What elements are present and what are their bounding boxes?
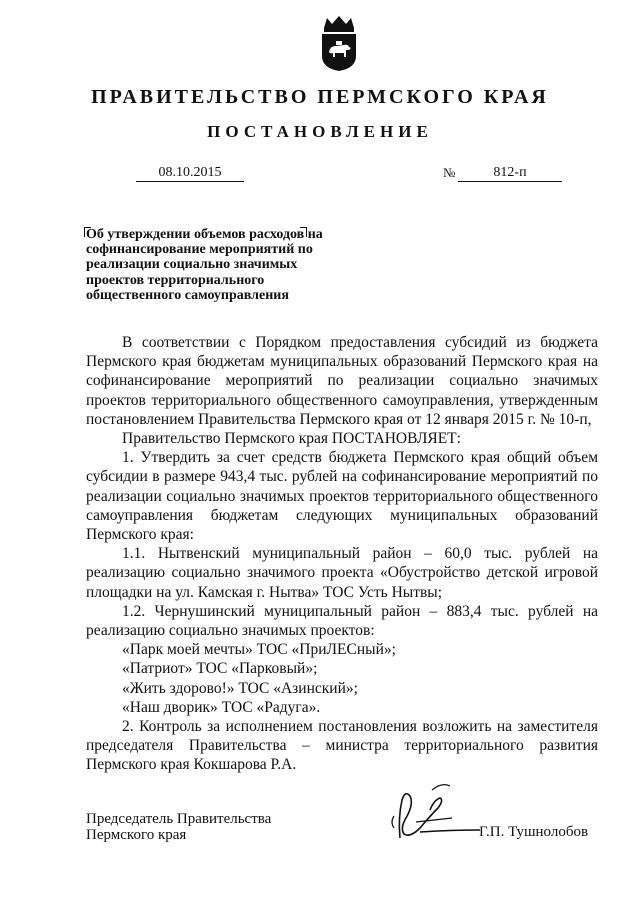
signer-position-line2: Пермского края <box>86 827 187 843</box>
document-type: ПОСТАНОВЛЕНИЕ <box>207 122 433 141</box>
signer-position <box>86 811 271 843</box>
signer-name: Г.П. Тушнолобов <box>479 824 589 840</box>
clause-1-1: 1.1. Нытвенский муниципальный район – 60,0 тыс. рублей на реализацию социально значимого проекта «Обустройство детской игровой площадки на ул. Камская г. Нытва» ТОС Усть Нытвы; <box>86 545 598 601</box>
project-list-item: «Жить здорово!» ТОС «Азинский»; <box>122 679 358 697</box>
resolution-statement: Правительство Пермского края ПОСТАНОВЛЯЕТ: <box>122 430 461 448</box>
signer-position-line1: Председатель Правительства <box>86 811 272 827</box>
document-subject: Об утверждении объемов расходов на софинансирование мероприятий по реализации социально значимых проектов территориального общественного самоуправления <box>86 227 323 303</box>
clause-2: 2. Контроль за исполнением постановления возложить на заместителя председателя Правительства – министра территориального развития Пермского края Кокшарова Р.А. <box>86 718 598 774</box>
preamble-paragraph: В соответствии с Порядком предоставления субсидий из бюджета Пермского края бюджетам муниципальных образований Пермского края на софинансирование мероприятий по реализации социально значимых проектов территориального общественного самоуправления, утвержденным постановлением Правительства Пермского края от 12 января 2015 г. № 10-п, <box>86 334 598 428</box>
clause-1-2: 1.2. Чернушинский муниципальный район – 883,4 тыс. рублей на реализацию социально значимых проектов: <box>86 602 598 640</box>
project-list-item: «Патриот» ТОС «Парковый»; <box>122 660 318 678</box>
project-list-item: «Парк моей мечты» ТОС «ПриЛЕСный»; <box>122 641 396 659</box>
document-date: 08.10.2015 <box>136 164 244 182</box>
clause-1: 1. Утвердить за счет средств бюджета Пермского края общий объем субсидии в размере 943,4 тыс. рублей на софинансирование мероприятий по реализации социально значимых проектов территориального общественного самоуправления бюджетам следующих муниципальных образований Пермского края: <box>86 449 598 544</box>
coat-of-arms-icon <box>318 14 360 72</box>
document-body <box>86 333 598 775</box>
document-number: 812-п <box>458 164 562 182</box>
government-title: ПРАВИТЕЛЬСТВО ПЕРМСКОГО КРАЯ <box>91 86 549 108</box>
document-number-sign: № <box>443 165 456 180</box>
signature-icon <box>380 778 490 848</box>
project-list-item: «Наш дворик» ТОС «Радуга». <box>122 698 321 716</box>
